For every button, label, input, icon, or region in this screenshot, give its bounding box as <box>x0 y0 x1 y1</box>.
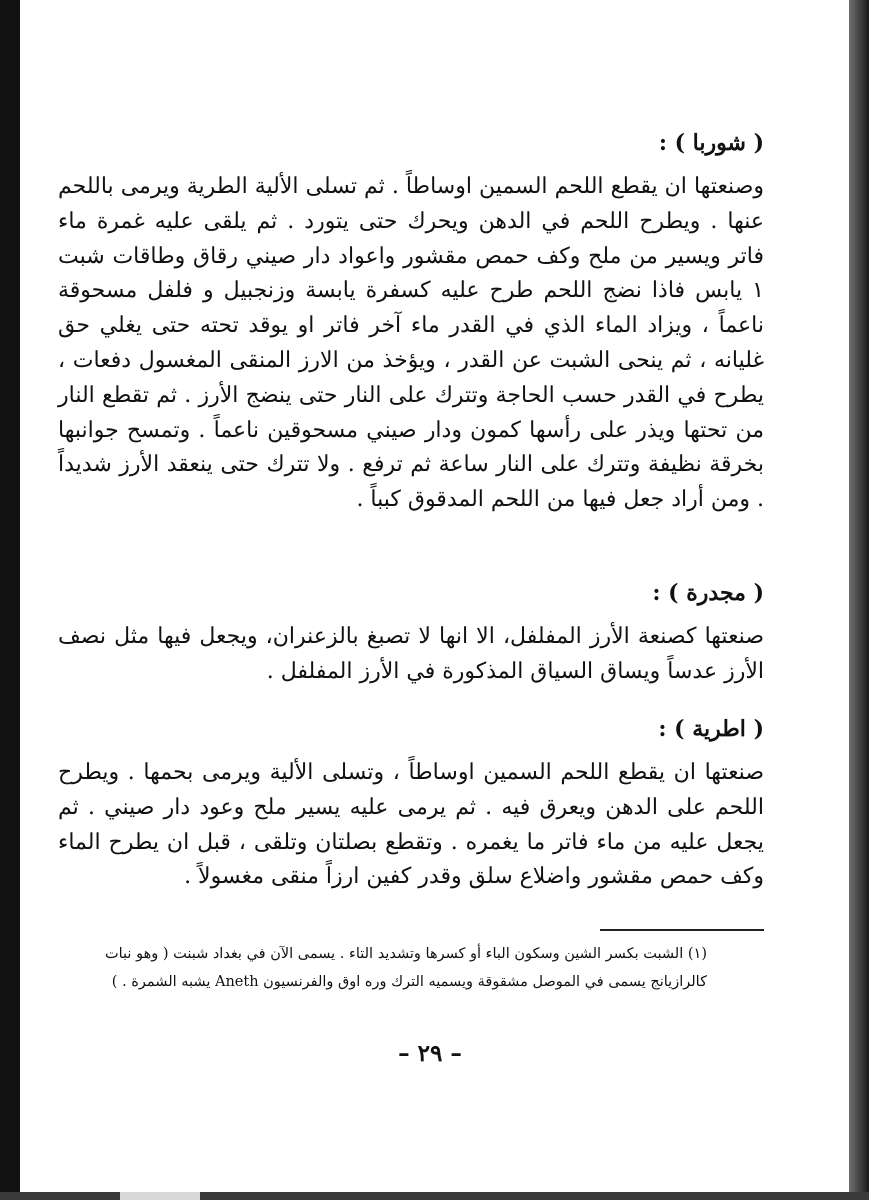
recipe-heading-shorba: ( شوربا ) : <box>658 130 764 156</box>
page-number: – ٢٩ – <box>398 1040 462 1067</box>
bottom-tab <box>120 1192 200 1200</box>
recipe-body-shorba: وصنعتها ان يقطع اللحم السمين اوساطاً . ثم تسلى الألية الطرية ويرمى باللحم عنها . ويطرح اللحم في الدهن ويحرك حتى يتورد . ثم يلقى عليه غمرة ماء فاتر ويسير من ملح وكف حمص مقشور واعواد دار صيني رقاق وطاقات شبت ١ يابس فاذا نضج اللحم طرح عليه كسفرة يابسة وزنجبيل و فلفل مسحوقة ناعماً ، ويزاد الماء الذي في القدر ماء آخر فاتر او يوقد تحته حتى يغلي حق غليانه ، ثم ينحى الشبت عن القدر ، ويؤخذ من الارز المنقى المغسول دفعات ، يطرح في القدر حسب الحاجة وتترك على النار حتى ينضج الأرز . ثم تقطع النار من تحتها ويذر على رأسها كمون ودار صيني مسحوقين ناعماً . وتمسح جوانبها بخرقة نظيفة وتترك على النار ساعة ثم ترفع . ولا تترك حتى ينعقد الأرز شديداً . ومن أراد جعل فيها من اللحم المدقوق كبباً . <box>58 174 764 513</box>
footnote-separator <box>600 929 764 931</box>
recipe-heading-mujaddara: ( مجدرة ) : <box>652 580 764 606</box>
footnote <box>105 940 707 996</box>
footnote-text: الشبت بكسر الشين وسكون الباء أو كسرها وتشديد التاء . يسمى الآن في بغداد شبنت ( وهو نبات كالرازيانج يسمى في الموصل مشقوقة ويسميه الترك وره اوق والفرنسيون Aneth يشبه الشمرة . ) <box>104 946 707 990</box>
recipe-heading-itriya: ( اطرية ) : <box>658 716 764 742</box>
recipe-body-mujaddara: صنعتها كصنعة الأرز المفلفل، الا انها لا تصبغ بالزعنران، ويجعل فيها مثل نصف الأرز عدساً ويساق السياق المذكورة في الأرز المفلفل . <box>58 624 764 684</box>
page-edge-shadow <box>849 0 869 1200</box>
footnote-number: (١) <box>687 946 707 962</box>
recipe-body-itriya: صنعتها ان يقطع اللحم السمين اوساطاً ، وتسلى الألية ويرمى بحمها . ويطرح اللحم على الدهن ويعرق فيه . ثم يرمى عليه يسير ملح وعود دار صيني . ثم يجعل عليه من ماء فاتر ما يغمره . وتقطع بصلتان وتلقى ، قبل ان يطرح الماء وكف حمص مقشور واضلاع سلق وقدر كفين ارزاً منقى مغسولاً . <box>58 760 764 890</box>
